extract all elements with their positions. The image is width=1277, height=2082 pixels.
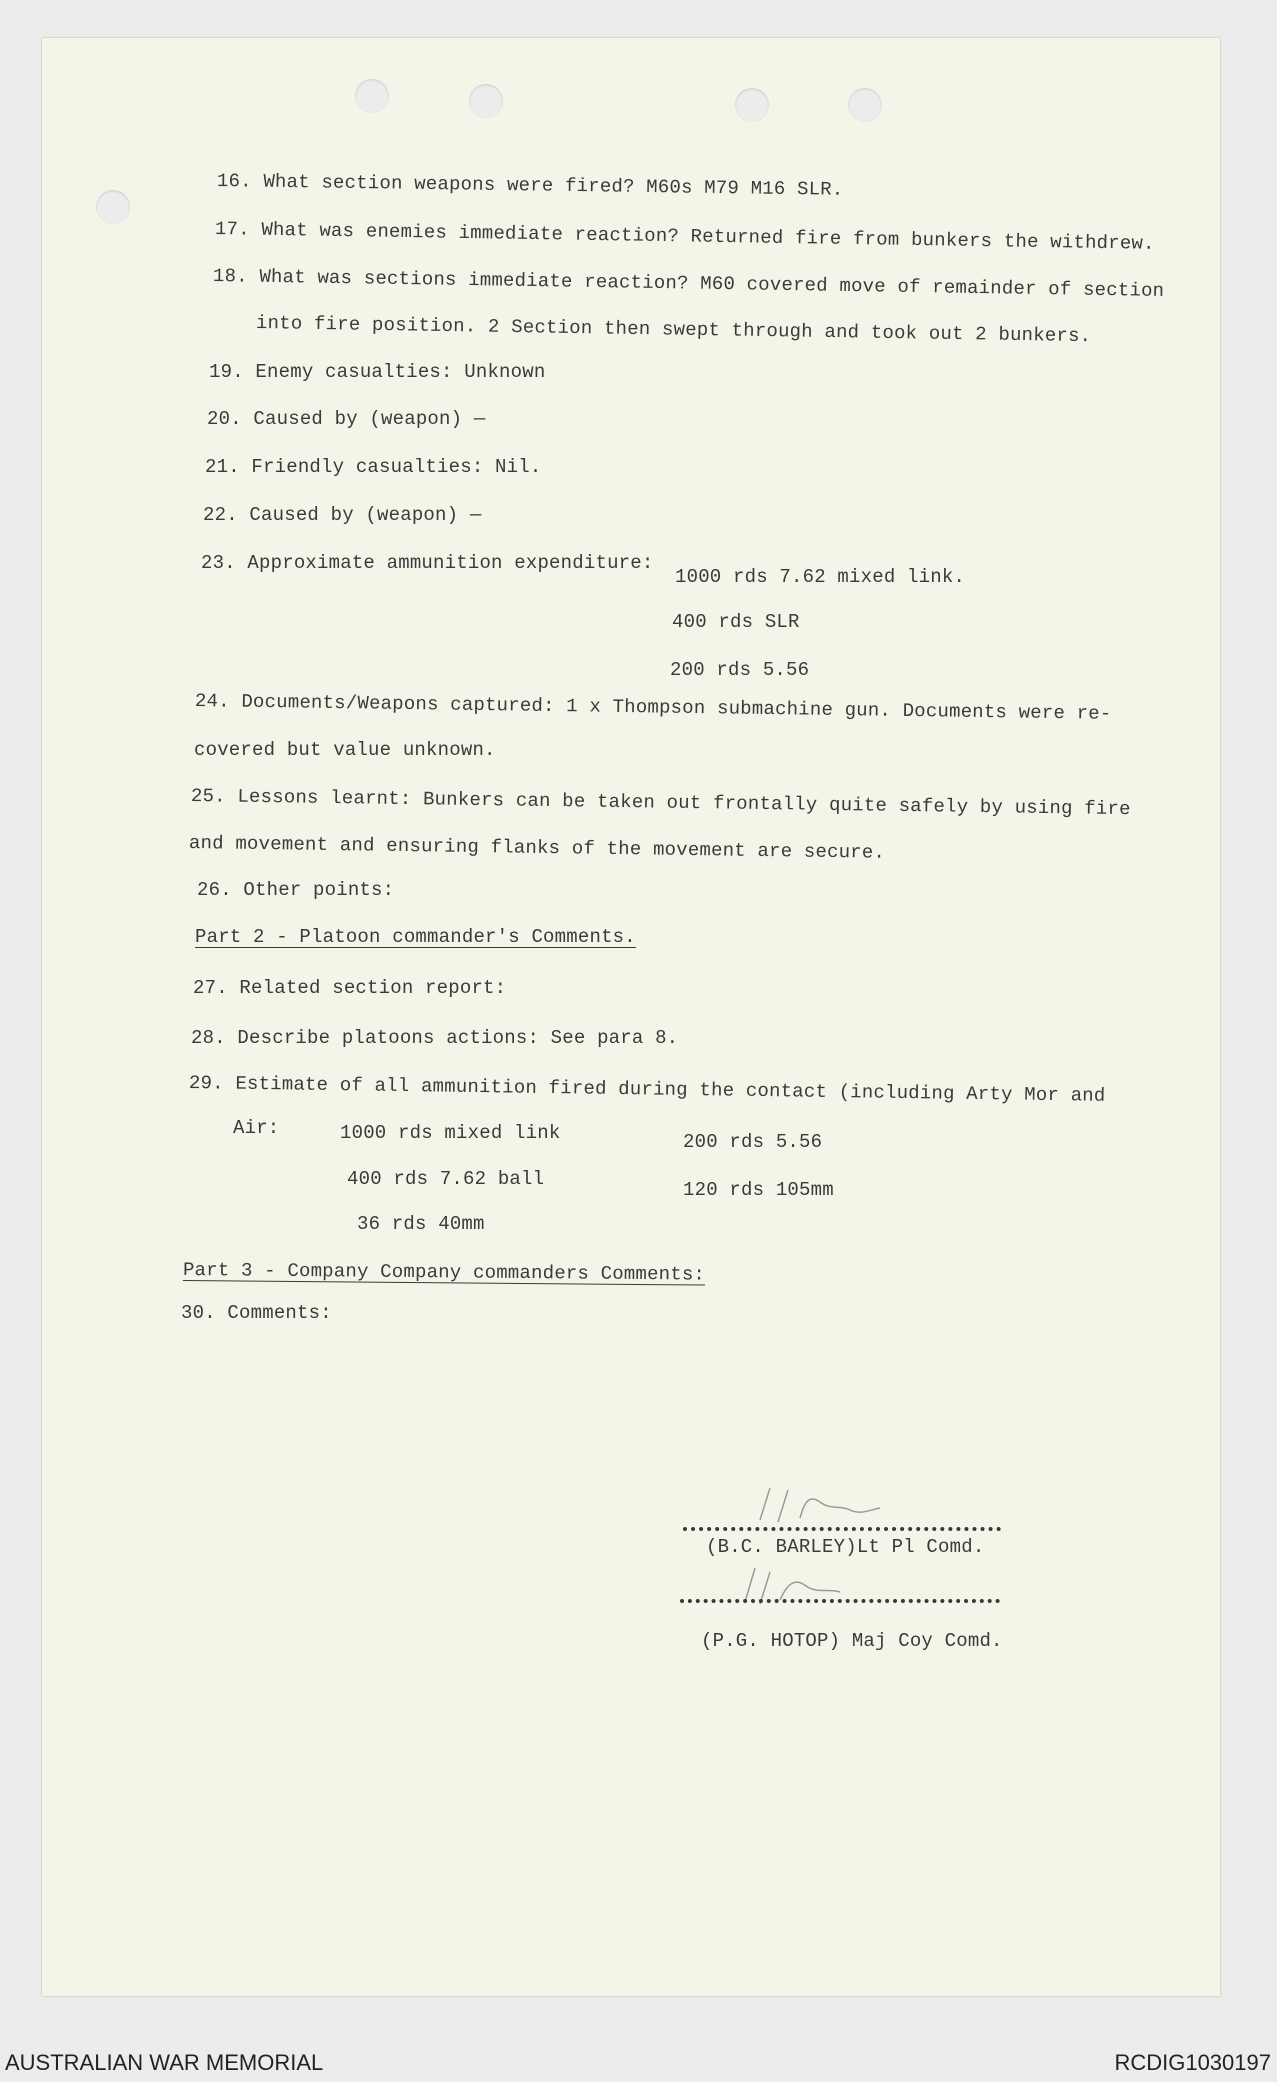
punch-hole: [355, 79, 389, 113]
air-label: Air:: [233, 1117, 280, 1139]
punch-hole: [848, 88, 882, 122]
estimate-1: 1000 rds mixed link: [340, 1122, 561, 1144]
company-commander-name: (P.G. HOTOP) Maj Coy Comd.: [701, 1630, 1003, 1652]
item-22: 22. Caused by (weapon) —: [203, 504, 482, 526]
platoon-commander-name: (B.C. BARLEY)Lt Pl Comd.: [706, 1536, 985, 1558]
estimate-2: 200 rds 5.56: [683, 1131, 823, 1153]
item-25: 25. Lessons learnt: Bunkers can be taken out frontally quite safely by using fire: [190, 785, 1131, 821]
ammo-line-3: 200 rds 5.56: [670, 659, 810, 681]
footer-id: RCDIG1030197: [1114, 2050, 1271, 2075]
estimate-3: 400 rds 7.62 ball: [347, 1168, 545, 1190]
item-18-cont: into fire position. 2 Section then swept through and took out 2 bunkers.: [255, 312, 1092, 348]
item-21: 21. Friendly casualties: Nil.: [205, 456, 542, 478]
ammo-line-1: 1000 rds 7.62 mixed link.: [675, 566, 966, 588]
item-23: 23. Approximate ammunition expenditure:: [201, 552, 654, 574]
item-20: 20. Caused by (weapon) —: [207, 408, 486, 430]
item-26: 26. Other points:: [197, 879, 395, 901]
item-29: 29. Estimate of all ammunition fired during the contact (including Arty Mor and: [188, 1072, 1106, 1107]
item-24-cont: covered but value unknown.: [194, 739, 496, 761]
ammo-line-2: 400 rds SLR: [672, 611, 800, 633]
item-28: 28. Describe platoons actions: See para 8.: [191, 1027, 679, 1049]
signature-line-platoon: [683, 1527, 1001, 1531]
item-24: 24. Documents/Weapons captured: 1 x Thompson submachine gun. Documents were re-: [194, 690, 1112, 725]
punch-hole: [735, 88, 769, 122]
item-19: 19. Enemy casualties: Unknown: [209, 361, 546, 383]
part-2-heading: Part 2 - Platoon commander's Comments.: [195, 926, 636, 948]
item-30: 30. Comments:: [181, 1302, 332, 1324]
signature-platoon-commander: [740, 1480, 890, 1530]
part-3-heading: Part 3 - Company Company commanders Comments:: [182, 1259, 706, 1286]
item-16: 16. What section weapons were fired? M60s M79 M16 SLR.: [216, 170, 844, 201]
item-17: 17. What was enemies immediate reaction? Returned fire from bunkers the withdrew.: [214, 218, 1155, 255]
punch-hole: [96, 190, 130, 224]
footer-source: AUSTRALIAN WAR MEMORIAL: [5, 2050, 324, 2075]
item-18: 18. What was sections immediate reaction? M60 covered move of remainder of section: [212, 265, 1165, 302]
estimate-5: 36 rds 40mm: [357, 1213, 485, 1235]
item-25-cont: and movement and ensuring flanks of the movement are secure.: [188, 832, 886, 864]
signature-line-company: [680, 1599, 1000, 1603]
item-27: 27. Related section report:: [193, 977, 507, 999]
punch-hole: [469, 84, 503, 118]
estimate-4: 120 rds 105mm: [683, 1179, 834, 1201]
